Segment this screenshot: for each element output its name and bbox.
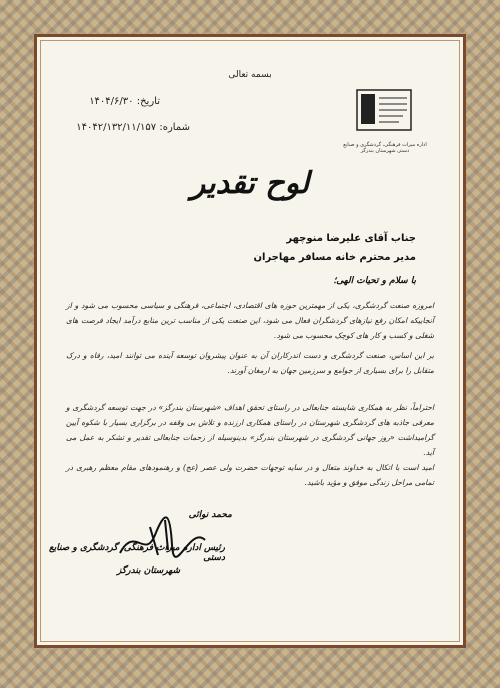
- number-row: [70, 122, 190, 133]
- body-paragraph: بر این اساس، صنعت گردشگری و دست اندرکاران آن به عنوان پیشروان توسعه آینده می توانند امید، رفاه و درک متقابل را برای بسیاری از جوامع و سرزمین جهان به ارمغان آورند.: [66, 351, 434, 375]
- signer-title: رئیس اداره میراث فرهنگی، گردشگری و صنایع دستی: [48, 543, 225, 563]
- certificate-title: لوح تقدیر: [190, 166, 310, 201]
- greeting: با سلام و تحیات الهی؛: [333, 276, 416, 286]
- number-label: شماره:: [159, 122, 190, 133]
- invocation-text: بسمه تعالی: [228, 70, 272, 80]
- number-value: ۱۴۰۴۲/۱۳۲/۱۱/۱۵۷: [76, 122, 157, 133]
- organization-logo-icon: [355, 88, 413, 132]
- org-caption: اداره میراث فرهنگی، گردشگری و صنایع دستی شهرستان بندرگز: [343, 142, 427, 154]
- body-paragraph: امروزه صنعت گردشگری، یکی از مهمترین حوزه های اقتصادی، اجتماعی، فرهنگی و سیاسی محسوب می شود و از آنجاییکه امکان رفع نیازهای گردشگران فعال می شود، این صنعت یکی از مناسب ترین منابع درآمد ایجاد فرصت های شغلی و کسب و کار های کوچک محسوب می شود.: [66, 301, 434, 340]
- signer-city: شهرستان بندرگز: [117, 566, 180, 576]
- body-paragraph: امید است با اتکال به خداوند متعال و در سایه توجهات حضرت ولی عصر (عج) و رهنمودهای مقام معظم رهبری در تمامی مراحل زندگی موفق و مؤید باشید.: [66, 463, 434, 487]
- signer-name: محمد نوائی: [188, 510, 232, 520]
- addressee-position: مدیر محترم خانه مسافر مهاجران: [253, 252, 416, 263]
- date-label: تاریخ:: [136, 96, 160, 107]
- date-value: ۱۴۰۴/۶/۳۰: [89, 96, 134, 107]
- body-paragraph: احتراماً، نظر به همکاری شایسته جنابعالی در راستای تحقق اهداف «شهرستان بندرگز» در جهت توسعه گردشگری و معرفی جاذبه های گردشگری شهرستان در راستای همکاری ارزنده و تلاش بی وقفه در برگزاری بسیار با شکوه آیین گرامیداشت «روز جهانی گردشگری در شهرستان بندرگز» بدینوسیله از زحمات جنابعالی تقدیر و تشکر به عمل می آید.: [66, 403, 434, 457]
- date-row: [70, 96, 160, 107]
- addressee-name: جناب آقای علیرضا منوچهر: [286, 233, 416, 244]
